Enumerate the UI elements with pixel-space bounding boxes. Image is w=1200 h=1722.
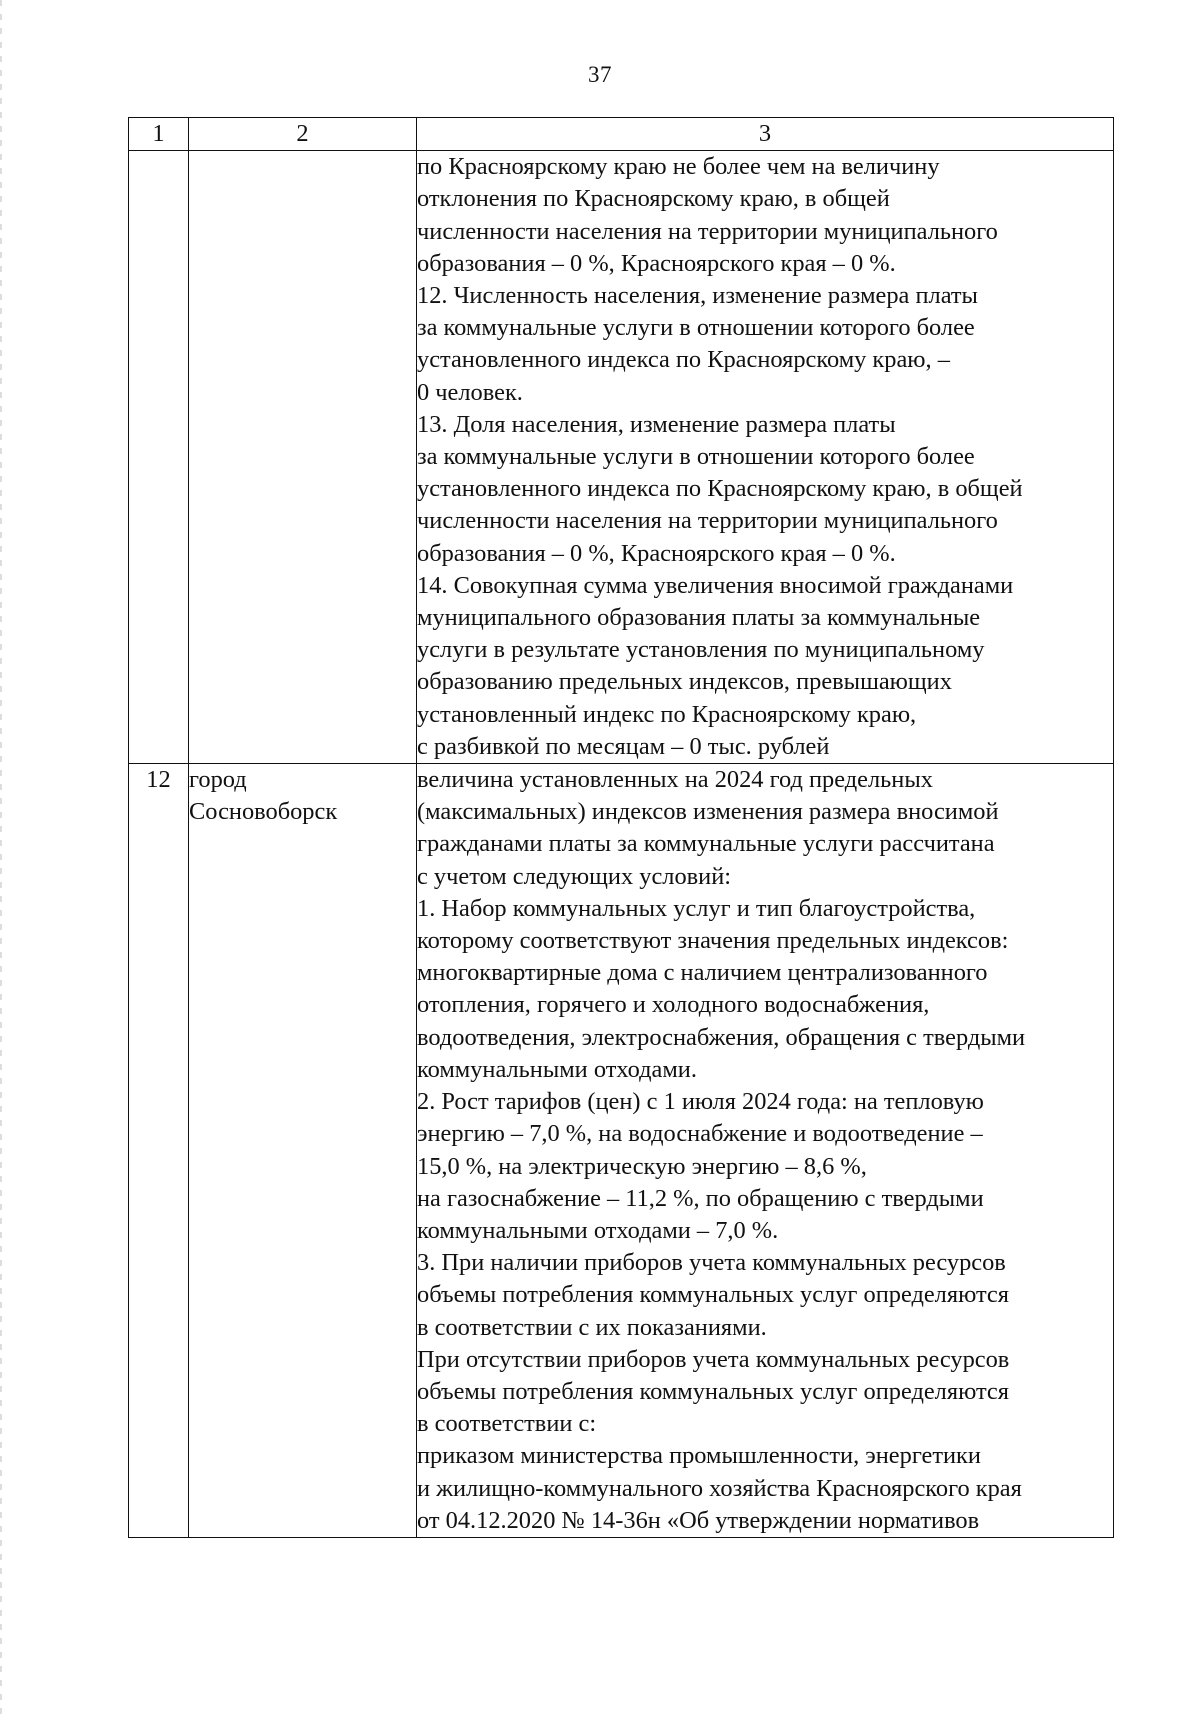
text-line: (максимальных) индексов изменения размера вносимой	[417, 798, 999, 826]
text-line: отопления, горячего и холодного водоснабжения,	[417, 991, 930, 1019]
text-line: энергию – 7,0 %, на водоснабжение и водоотведение –	[417, 1120, 983, 1148]
text-line: приказом министерства промышленности, энергетики	[417, 1442, 981, 1470]
text-line: образования – 0 %, Красноярского края – 0 %.	[417, 539, 896, 567]
text-line: 12. Численность населения, изменение размера платы	[417, 282, 978, 310]
page-number: 37	[588, 62, 612, 87]
text-line: 1. Набор коммунальных услуг и тип благоустройства,	[417, 894, 976, 922]
text-line: водоотведения, электроснабжения, обращения с твердыми	[417, 1023, 1026, 1051]
text-line: 3. При наличии приборов учета коммунальных ресурсов	[417, 1249, 1006, 1277]
text-line: 13. Доля населения, изменение размера платы	[417, 410, 896, 438]
table-row	[129, 151, 1114, 764]
text-line: от 04.12.2020 № 14-36н «Об утверждении нормативов	[417, 1506, 980, 1534]
text-line: в соответствии с:	[417, 1410, 597, 1438]
text-line: с учетом следующих условий:	[417, 862, 732, 890]
text-line: численности населения на территории муниципального	[417, 217, 998, 245]
text-line: установленного индекса по Красноярскому краю, –	[417, 346, 950, 374]
text-line: величина установленных на 2024 год предельных	[417, 766, 933, 794]
text-line: отклонения по Красноярскому краю, в общей	[417, 185, 890, 213]
table-row	[129, 764, 1114, 1538]
text-line: на газоснабжение – 11,2 %, по обращению с твердыми	[417, 1184, 984, 1212]
text-line: установленного индекса по Красноярскому краю, в общей	[417, 475, 1023, 503]
conditions-text-cell	[417, 151, 1114, 764]
text-line: в соответствии с их показаниями.	[417, 1313, 767, 1341]
text-line: объемы потребления коммунальных услуг определяются	[417, 1377, 1009, 1405]
text-line: по Красноярскому краю не более чем на величину	[417, 153, 940, 181]
text-line: коммунальными отходами – 7,0 %.	[417, 1216, 779, 1244]
text-line: Сосновоборск	[189, 798, 338, 826]
municipality-name-cell	[189, 764, 417, 1538]
text-line: 14. Совокупная сумма увеличения вносимой гражданами	[417, 571, 1014, 599]
table-header-row	[129, 118, 1114, 151]
text-line: которому соответствуют значения предельных индексов:	[417, 927, 1009, 955]
text-line: 0 человек.	[417, 378, 523, 406]
row-number-cell	[129, 151, 189, 764]
text-line: муниципального образования платы за коммунальные	[417, 604, 981, 632]
text-line: с разбивкой по месяцам – 0 тыс. рублей	[417, 732, 830, 760]
column-header-1: 1	[129, 118, 189, 151]
text-line: и жилищно-коммунального хозяйства Красноярского края	[417, 1474, 1022, 1502]
text-line: коммунальными отходами.	[417, 1055, 697, 1083]
text-line: объемы потребления коммунальных услуг определяются	[417, 1281, 1009, 1309]
conditions-text-cell	[417, 764, 1114, 1538]
text-line: 15,0 %, на электрическую энергию – 8,6 %,	[417, 1152, 867, 1180]
text-line: за коммунальные услуги в отношении которого более	[417, 314, 975, 342]
text-line: за коммунальные услуги в отношении которого более	[417, 443, 975, 471]
text-line: образования – 0 %, Красноярского края – 0 %.	[417, 249, 896, 277]
scan-edge-mark	[0, 0, 2, 1722]
text-line: гражданами платы за коммунальные услуги рассчитана	[417, 830, 995, 858]
text-line: услуги в результате установления по муниципальному	[417, 636, 985, 664]
column-header-3: 3	[417, 118, 1114, 151]
row-number-cell: 12	[129, 764, 189, 1538]
text-line: образованию предельных индексов, превышающих	[417, 668, 952, 696]
text-line: При отсутствии приборов учета коммунальных ресурсов	[417, 1345, 1010, 1373]
text-line: установленный индекс по Красноярскому краю,	[417, 700, 917, 728]
text-line: город	[189, 766, 247, 794]
text-line: численности населения на территории муниципального	[417, 507, 998, 535]
text-line: многоквартирные дома с наличием централизованного	[417, 959, 988, 987]
text-line: 2. Рост тарифов (цен) с 1 июля 2024 года: на тепловую	[417, 1088, 984, 1116]
tariff-indices-table	[128, 117, 1114, 1538]
municipality-name-cell	[189, 151, 417, 764]
column-header-2: 2	[189, 118, 417, 151]
